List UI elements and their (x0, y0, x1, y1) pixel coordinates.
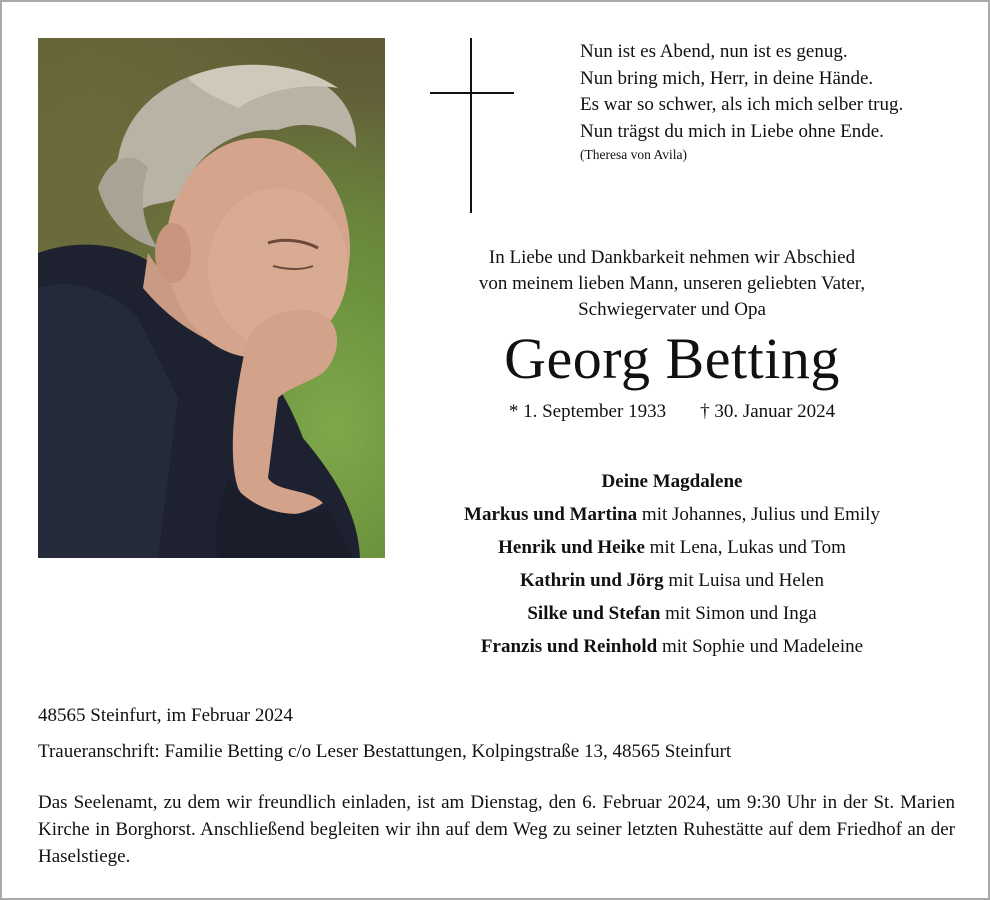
mourners-list (402, 465, 942, 663)
mourner-row (402, 498, 942, 531)
intro-line: In Liebe und Dankbarkeit nehmen wir Abschied (488, 247, 856, 268)
poem-line: Nun trägst du mich in Liebe ohne Ende. (580, 120, 884, 142)
mourner-row (402, 597, 942, 630)
mourner-row (402, 630, 942, 663)
birth-date: * 1. September 1933 (508, 401, 667, 422)
mourner-row (402, 465, 942, 498)
portrait-illustration (38, 38, 385, 558)
poem-line: Nun ist es Abend, nun ist es genug. (580, 41, 848, 62)
mourner-row (402, 564, 942, 597)
farewell-intro (402, 245, 942, 323)
poem-author: (Theresa von Avila) (580, 147, 687, 162)
mourner-children: mit Sophie und Madeleine (657, 636, 864, 657)
mourning-address: Traueranschrift: Familie Betting c/o Leser Bestattungen, Kolpingstraße 13, 48565 Steinfurt (38, 741, 732, 762)
mourner-names: Markus und Martina (464, 504, 638, 525)
mourner-children: mit Simon und Inga (660, 603, 817, 624)
cross-horizontal-bar (430, 92, 514, 94)
poem-line: Nun bring mich, Herr, in deine Hände. (580, 67, 874, 89)
mourner-names: Silke und Stefan (527, 603, 661, 624)
portrait-photo (38, 38, 385, 558)
death-date: † 30. Januar 2024 (700, 401, 836, 422)
mourner-children: mit Luisa und Helen (663, 570, 824, 591)
mourner-names: Henrik und Heike (498, 537, 645, 558)
cross-vertical-bar (470, 38, 472, 213)
poem (580, 39, 980, 164)
mourner-children: mit Johannes, Julius und Emily (637, 504, 880, 525)
place-and-date: 48565 Steinfurt, im Februar 2024 (38, 705, 293, 726)
intro-line: von meinem lieben Mann, unseren geliebten Vater, (478, 273, 866, 294)
mourner-children: mit Lena, Lukas und Tom (644, 537, 846, 558)
intro-line: Schwiegervater und Opa (578, 299, 766, 320)
poem-line: Es war so schwer, als ich mich selber trug. (580, 94, 904, 115)
mourner-spouse: Deine Magdalene (601, 471, 743, 492)
life-dates (402, 399, 942, 425)
mourner-names: Franzis und Reinhold (480, 636, 658, 657)
service-announcement: Das Seelenamt, zu dem wir freundlich einladen, ist am Dienstag, den 6. Februar 2024, um 9:30 Uhr in der St. Marien Kirche in Borghorst. Anschließend begleiten wir ihn auf dem Weg zu seiner letzten Ruhestätte auf dem Friedhof an der Haselstiege. (38, 792, 955, 867)
deceased-name: Georg Betting (504, 326, 840, 391)
mourner-names: Kathrin und Jörg (519, 570, 664, 591)
mourner-row (402, 531, 942, 564)
